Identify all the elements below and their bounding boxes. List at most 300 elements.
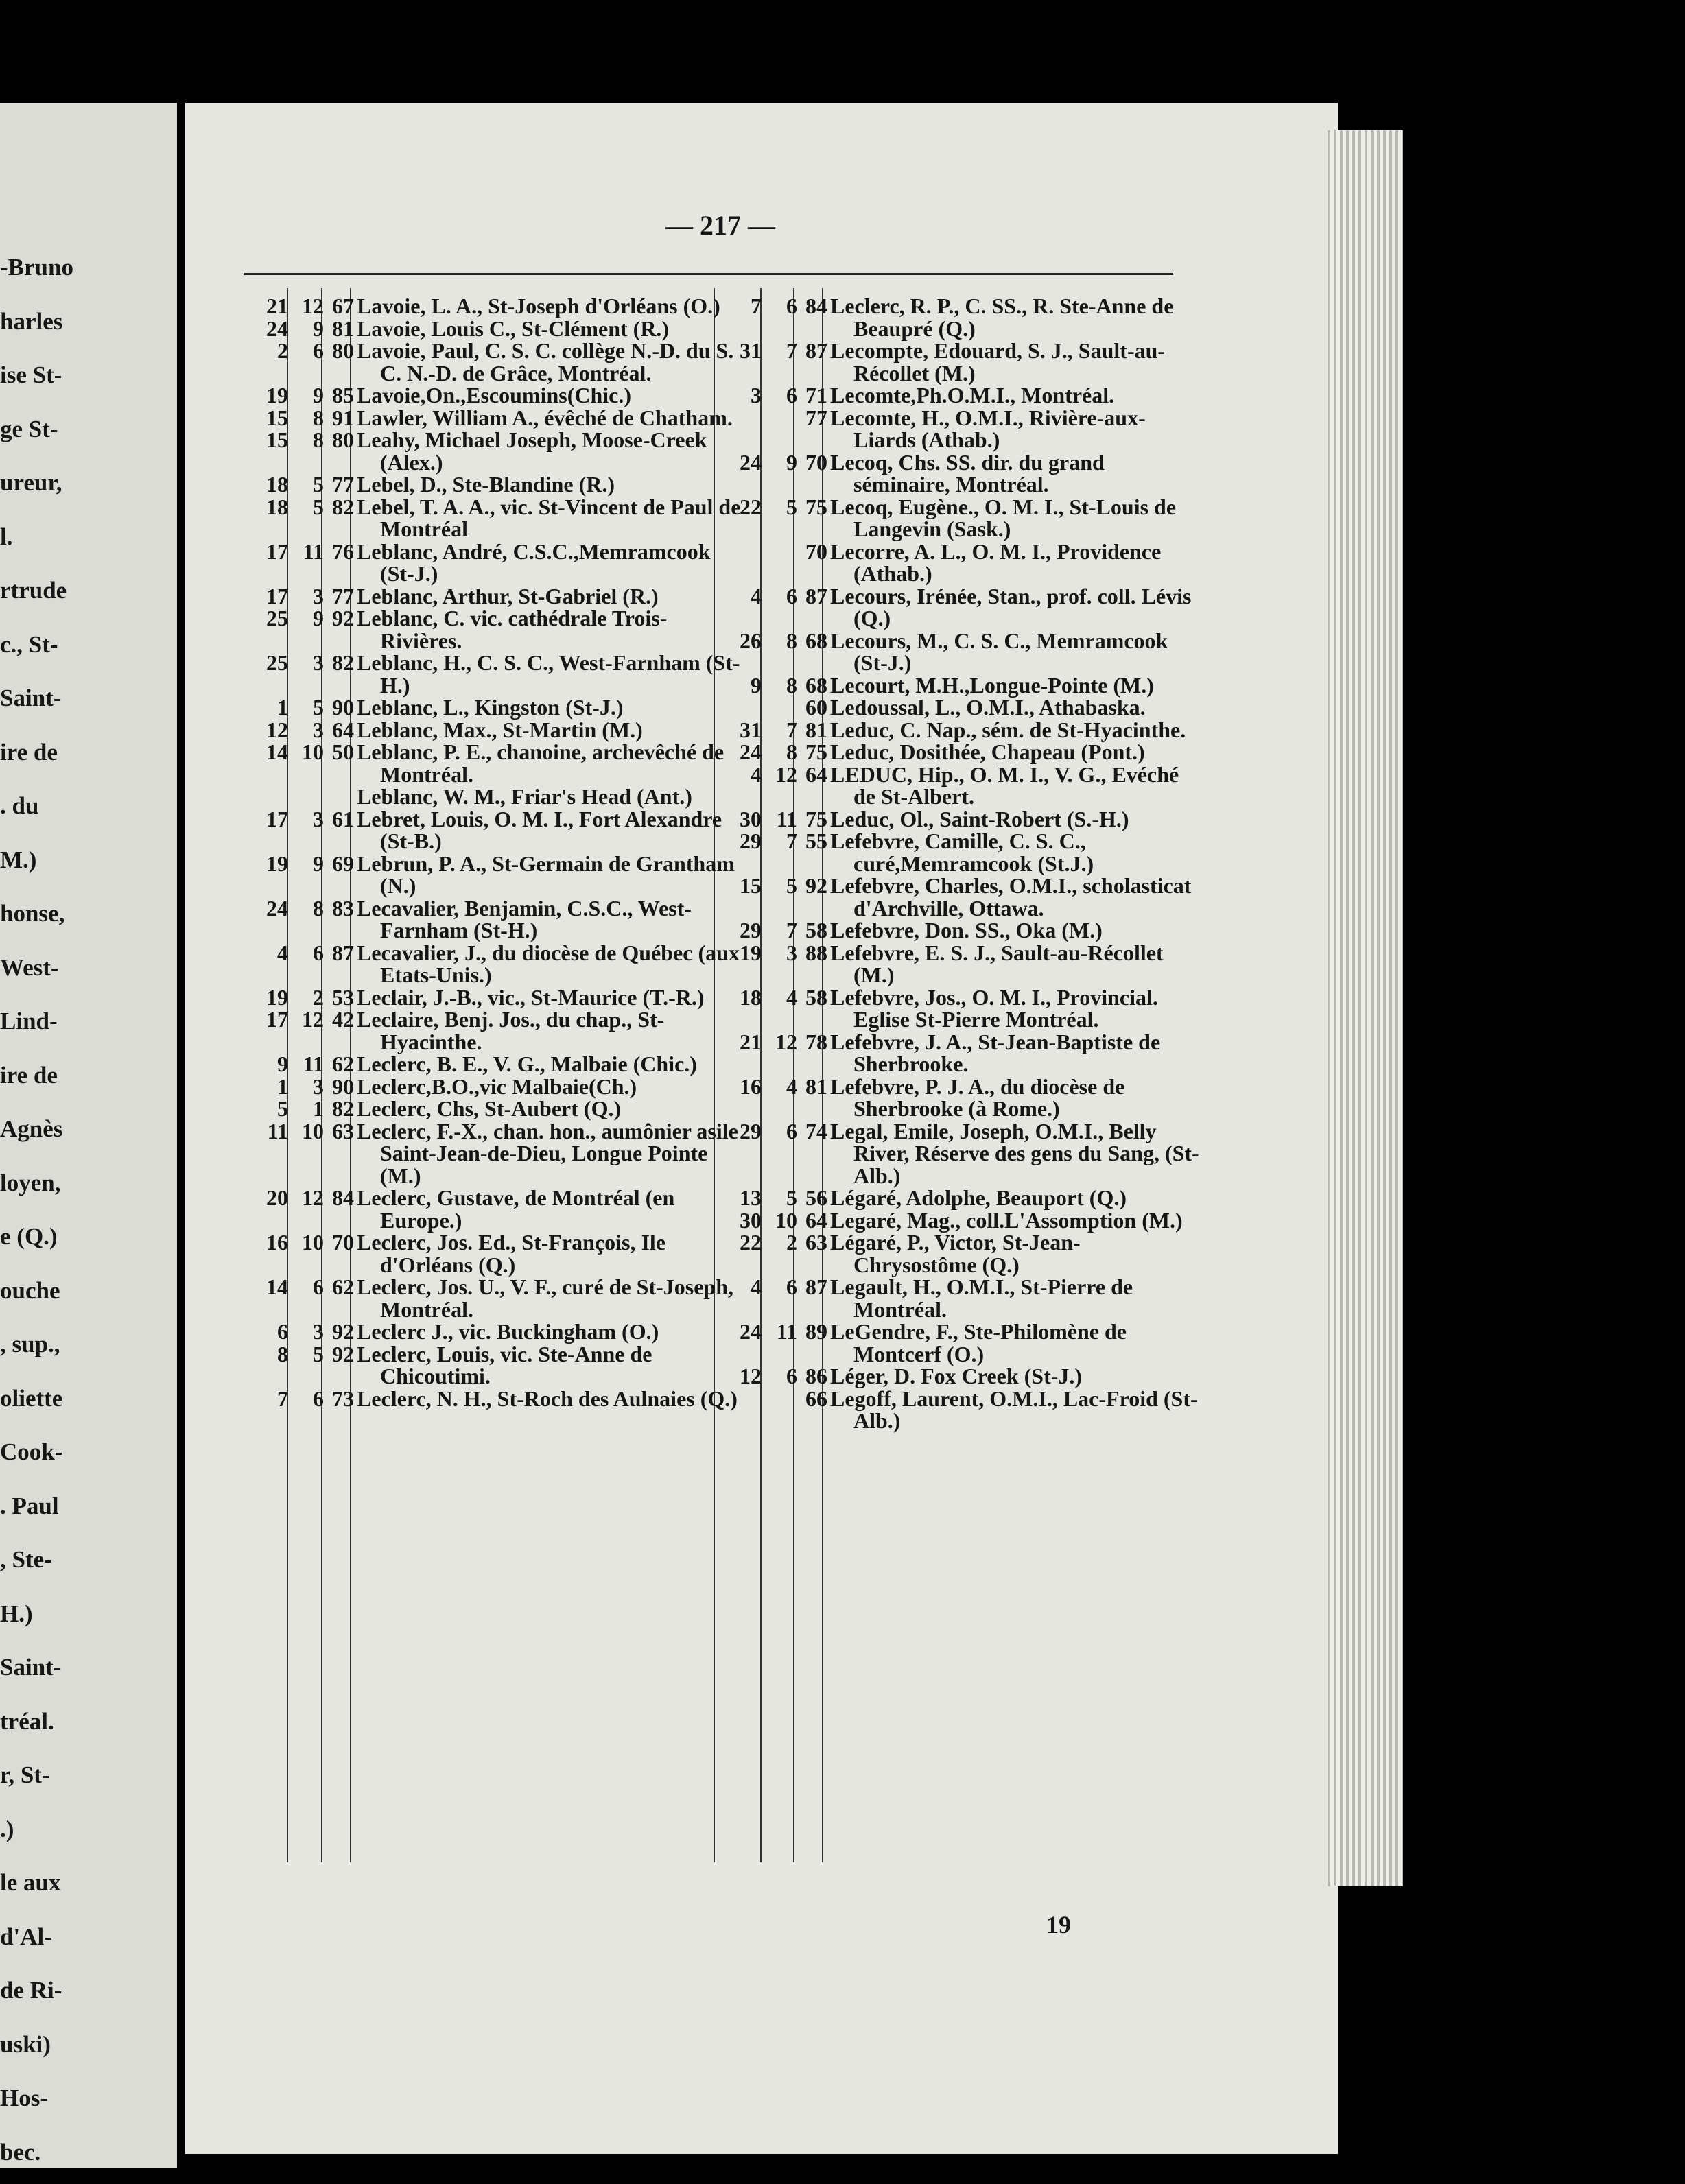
left-page-line: , sup., <box>0 1331 60 1357</box>
directory-entry <box>714 451 1194 496</box>
directory-entry <box>240 585 720 608</box>
entry-year: 81 <box>332 316 354 341</box>
directory-entry <box>714 538 1194 586</box>
entry-year: 80 <box>332 338 354 363</box>
entry-text: Lecours, M., C. S. C., Memramcook (St-J.) <box>830 628 1168 675</box>
page-header-number: — 217 — <box>665 210 775 241</box>
entry-year: 58 <box>805 984 827 1010</box>
entry-text: Lecoq, Eugène., O. M. I., St-Louis de Langevin (Sask.) <box>830 494 1177 541</box>
entry-month: 6 <box>313 1274 324 1299</box>
entry-text: Lecomte, H., O.M.I., Rivière-aux-Liards (Athab.) <box>830 405 1146 452</box>
entry-day: 1 <box>277 1073 288 1099</box>
entry-year: 82 <box>332 494 354 519</box>
entry-month: 11 <box>303 1052 324 1076</box>
entry-month: 5 <box>786 1185 797 1210</box>
left-page-line: bec. <box>0 2138 41 2165</box>
entry-year: 76 <box>332 538 354 564</box>
directory-entry <box>240 1386 738 1411</box>
entry-text: Lecours, Irénée, Stan., prof. coll. Lévis (Q.) <box>830 583 1192 630</box>
left-page-line: r, St- <box>0 1761 50 1788</box>
entry-year: 85 <box>332 383 354 407</box>
entry-month: 9 <box>313 851 324 876</box>
entry-year: 68 <box>805 628 827 653</box>
entry-day: 29 <box>740 918 762 942</box>
entry-day: 17 <box>266 583 288 608</box>
entry-month: 3 <box>313 1319 324 1344</box>
entry-day: 14 <box>266 1274 288 1299</box>
entry-year: 75 <box>805 739 827 764</box>
entry-day: 20 <box>266 1185 288 1210</box>
entry-day: 1 <box>277 695 288 720</box>
entry-day: 9 <box>751 672 762 698</box>
directory-entry <box>714 719 1194 741</box>
entry-month: 8 <box>313 427 324 452</box>
left-column <box>240 294 741 1411</box>
directory-entry <box>240 1008 720 1053</box>
left-page-line: honse, <box>0 900 65 927</box>
entry-month: 4 <box>786 984 797 1010</box>
left-page-line: ise St- <box>0 361 62 388</box>
entry-year: 84 <box>805 294 827 318</box>
entry-year: 42 <box>332 1007 354 1032</box>
entry-day: 17 <box>266 538 288 564</box>
entry-month: 5 <box>313 1341 324 1366</box>
entry-text: Lefebvre, Charles, O.M.I., scholasticat d'Archville, Ottawa. <box>830 873 1192 921</box>
directory-entry <box>714 875 1194 919</box>
directory-entry <box>240 1073 720 1099</box>
directory-entry <box>714 942 1194 986</box>
entry-year: 55 <box>805 829 827 853</box>
entry-year: 63 <box>805 1230 827 1255</box>
entry-text: Lefebvre, Camille, C. S. C., curé,Memramcook (St.J.) <box>830 829 1094 876</box>
entry-text: Leblanc, André, C.S.C.,Memramcook (St-J.) <box>357 538 711 586</box>
entry-text: Ledoussal, L., O.M.I., Athabaska. <box>830 695 1146 720</box>
left-page-line: ire de <box>0 1061 58 1089</box>
directory-entry <box>714 407 1194 451</box>
entry-year: 88 <box>805 940 827 965</box>
entry-text: Lefebvre, J. A., St-Jean-Baptiste de Sherbrooke. <box>830 1029 1161 1076</box>
entry-month: 8 <box>313 895 324 921</box>
entry-day: 14 <box>266 739 288 764</box>
directory-entry <box>714 585 1194 630</box>
entry-day: 12 <box>740 1364 762 1388</box>
entry-month: 11 <box>303 538 324 564</box>
entry-year: 53 <box>332 984 354 1010</box>
entry-text: Leduc, Ol., Saint-Robert (S.-H.) <box>830 806 1129 831</box>
entry-day: 16 <box>740 1073 762 1099</box>
left-page-line: M.) <box>0 846 37 873</box>
entry-year: 62 <box>332 1274 354 1299</box>
entry-month: 9 <box>313 383 324 407</box>
entry-day: 19 <box>266 984 288 1010</box>
entry-text: Leblanc, H., C. S. C., West-Farnham (St-H.) <box>357 650 740 698</box>
left-page-line: H.) <box>0 1600 33 1627</box>
entry-day: 30 <box>740 806 762 831</box>
directory-entry <box>714 1276 1194 1320</box>
directory-entry <box>714 808 1194 831</box>
entry-text: Légaré, P., Victor, St-Jean-Chrysostôme (Q.) <box>830 1230 1081 1277</box>
left-page-fragment <box>0 103 177 2168</box>
entry-text: Leduc, Dosithée, Chapeau (Pont.) <box>830 739 1145 764</box>
entry-year: 86 <box>805 1364 827 1388</box>
entry-text: Leclerc, Chs, St-Aubert (Q.) <box>357 1096 622 1121</box>
entry-year: 58 <box>805 918 827 942</box>
entry-day: 15 <box>266 427 288 452</box>
directory-entry <box>240 785 720 808</box>
entry-text: Leahy, Michael Joseph, Moose-Creek (Alex.) <box>357 427 707 475</box>
entry-day: 2 <box>277 338 288 363</box>
entry-day: 24 <box>740 739 762 764</box>
entry-month: 4 <box>786 1073 797 1099</box>
entry-text: Leblanc, Max., St-Martin (M.) <box>357 717 643 742</box>
entry-year: 87 <box>805 338 827 363</box>
directory-entry <box>240 607 720 652</box>
directory-entry <box>240 473 720 496</box>
entry-day: 19 <box>266 851 288 876</box>
directory-entry <box>714 340 1194 384</box>
entry-day: 11 <box>267 1118 288 1143</box>
directory-entry <box>240 318 720 340</box>
directory-entry <box>714 384 1194 407</box>
entry-text: Lawler, William A., évêché de Chatham. <box>357 405 733 430</box>
entry-day: 3 <box>751 383 762 407</box>
entry-day: 12 <box>266 717 288 742</box>
entry-day: 24 <box>266 316 288 341</box>
entry-year: 80 <box>332 427 354 452</box>
entry-year: 89 <box>805 1319 827 1344</box>
entry-text: Leblanc, P. E., chanoine, archevêché de Montréal. <box>357 739 724 787</box>
entry-year: 81 <box>805 717 827 742</box>
directory-entry <box>240 1231 720 1276</box>
directory-entry <box>240 897 720 942</box>
header-rule <box>244 273 1173 275</box>
entry-year: 77 <box>332 472 354 497</box>
directory-entry <box>240 650 740 698</box>
entry-month: 5 <box>786 873 797 898</box>
entry-day: 24 <box>266 895 288 921</box>
entry-day: 22 <box>740 494 762 519</box>
entry-year: 75 <box>805 494 827 519</box>
entry-text: LeGendre, F., Ste-Philomène de Montcerf (O.) <box>830 1319 1127 1366</box>
entry-day: 8 <box>277 1341 288 1366</box>
entry-month: 10 <box>775 1207 797 1233</box>
entry-year: 63 <box>332 1118 354 1143</box>
entry-year: 92 <box>332 606 354 630</box>
directory-entry <box>240 940 740 987</box>
entry-day: 18 <box>740 984 762 1010</box>
left-page-line: rtrude <box>0 577 67 604</box>
entry-year: 81 <box>805 1073 827 1099</box>
entry-text: Leclerc,B.O.,vic Malbaie(Ch.) <box>357 1073 637 1099</box>
page-edge <box>1328 130 1403 1886</box>
entry-day: 29 <box>740 1118 762 1143</box>
entry-month: 5 <box>313 472 324 497</box>
directory-entry <box>714 919 1194 942</box>
entry-text: Leclerc, Jos. Ed., St-François, Ile d'Orléans (Q.) <box>357 1230 666 1277</box>
entry-month: 7 <box>786 918 797 942</box>
directory-entry <box>240 384 720 407</box>
entry-year: 82 <box>332 1096 354 1121</box>
entry-month: 3 <box>313 583 324 608</box>
entry-text: Lecavalier, J., du diocèse de Québec (aux Etats-Unis.) <box>357 940 740 987</box>
entry-month: 8 <box>786 672 797 698</box>
left-page-line: de Ri- <box>0 1977 62 2004</box>
entry-day: 9 <box>277 1052 288 1076</box>
left-page-line: l. <box>0 523 13 550</box>
entry-year: 84 <box>332 1185 354 1210</box>
left-page-line: , Ste- <box>0 1546 52 1573</box>
entry-year: 70 <box>805 449 827 475</box>
entry-text: Leblanc, Arthur, St-Gabriel (R.) <box>357 583 659 608</box>
directory-entry <box>714 1209 1194 1232</box>
entry-month: 12 <box>302 294 324 318</box>
directory-entry <box>714 1365 1194 1388</box>
entry-text: Legault, H., O.M.I., St-Pierre de Montréal. <box>830 1274 1133 1322</box>
directory-entry <box>240 739 724 787</box>
entry-month: 3 <box>313 650 324 675</box>
entry-month: 12 <box>302 1185 324 1210</box>
entry-month: 2 <box>313 984 324 1010</box>
entry-text: Legoff, Laurent, O.M.I., Lac-Froid (St-Alb.) <box>830 1386 1198 1433</box>
entry-year: 71 <box>805 383 827 407</box>
entry-text: Lecomte,Ph.O.M.I., Montréal. <box>830 383 1115 407</box>
entry-month: 12 <box>775 1029 797 1054</box>
entry-year: 92 <box>332 1319 354 1344</box>
left-page-line: . Paul <box>0 1492 59 1519</box>
directory-entry <box>240 851 735 898</box>
left-page-line: West- <box>0 953 59 981</box>
left-page-line: ouche <box>0 1277 60 1304</box>
entry-month: 7 <box>786 338 797 363</box>
directory-entry <box>714 830 1194 875</box>
directory-entry <box>714 1320 1194 1365</box>
entry-year: 78 <box>805 1029 827 1054</box>
directory-entry <box>714 741 1194 763</box>
entry-year: 64 <box>805 1207 827 1233</box>
left-page-line: harles <box>0 307 63 335</box>
entry-day: 19 <box>740 940 762 965</box>
entry-day: 17 <box>266 806 288 831</box>
directory-entry <box>714 763 1194 808</box>
directory-entry <box>714 1231 1194 1276</box>
directory-entry <box>714 295 1194 340</box>
entry-day: 5 <box>277 1096 288 1121</box>
entry-year: 91 <box>332 405 354 430</box>
entry-day: 15 <box>266 405 288 430</box>
directory-entry <box>714 496 1194 541</box>
entry-day: 16 <box>266 1230 288 1255</box>
left-page-line: Lind- <box>0 1008 58 1034</box>
entry-month: 6 <box>786 583 797 608</box>
directory-entry <box>240 295 720 318</box>
entry-day: 4 <box>751 761 762 787</box>
entry-year: 60 <box>805 695 827 720</box>
entry-month: 3 <box>313 717 324 742</box>
entry-month: 6 <box>786 383 797 407</box>
left-page-line: . du <box>0 792 39 819</box>
entry-month: 3 <box>786 940 797 965</box>
entry-text: Lebel, D., Ste-Blandine (R.) <box>357 472 615 497</box>
entry-day: 29 <box>740 829 762 853</box>
entry-month: 6 <box>786 1364 797 1388</box>
entry-text: Leclerc, Louis, vic. Ste-Anne de Chicoutimi. <box>357 1341 652 1388</box>
entry-month: 3 <box>313 1073 324 1099</box>
entry-year: 69 <box>332 851 354 876</box>
directory-entry <box>240 1187 720 1231</box>
entry-text: LEDUC, Hip., O. M. I., V. G., Evéché de St-Albert. <box>830 761 1179 809</box>
directory-entry <box>240 696 720 719</box>
directory-entry <box>240 1320 720 1343</box>
directory-entry <box>240 986 720 1009</box>
left-page-line: .) <box>0 1815 14 1842</box>
entry-text: Lavoie, L. A., St-Joseph d'Orléans (O.) <box>357 294 720 318</box>
entry-month: 6 <box>786 294 797 318</box>
entry-month: 8 <box>786 628 797 653</box>
left-page-line: c., St- <box>0 630 58 658</box>
entry-day: 4 <box>277 940 288 965</box>
entry-text: Leblanc, W. M., Friar's Head (Ant.) <box>357 784 692 809</box>
entry-text: Lavoie, Paul, C. S. C. collège N.-D. du S. C. N.-D. de Grâce, Montréal. <box>357 338 734 385</box>
entry-year: 50 <box>332 739 354 764</box>
entry-month: 9 <box>786 449 797 475</box>
entry-text: Lavoie, Louis C., St-Clément (R.) <box>357 316 670 341</box>
entry-year: 77 <box>805 405 827 430</box>
directory-entry <box>240 808 720 853</box>
directory-entry <box>714 1073 1194 1121</box>
directory-entry <box>714 674 1194 697</box>
entry-year: 92 <box>332 1341 354 1366</box>
left-page-line: Agnès <box>0 1115 63 1142</box>
entry-text: Lefebvre, E. S. J., Sault-au-Récollet (M.) <box>830 940 1164 987</box>
directory-entry <box>240 1343 720 1388</box>
entry-year: 90 <box>332 1073 354 1099</box>
entry-text: Leclerc, B. E., V. G., Malbaie (Chic.) <box>357 1052 697 1076</box>
directory-entry <box>240 719 720 741</box>
entry-year: 87 <box>805 583 827 608</box>
entry-month: 8 <box>786 739 797 764</box>
entry-text: Lecourt, M.H.,Longue-Pointe (M.) <box>830 672 1154 698</box>
entry-year: 74 <box>805 1118 827 1143</box>
left-page-line: Hos- <box>0 2085 48 2111</box>
directory-entry <box>714 1031 1194 1076</box>
directory-entry <box>714 986 1194 1031</box>
entry-text: Leclerc, F.-X., chan. hon., aumônier asile Saint-Jean-de-Dieu, Longue Pointe (M.) <box>357 1118 738 1188</box>
entry-day: 31 <box>740 717 762 742</box>
entry-day: 25 <box>266 606 288 630</box>
entry-month: 1 <box>313 1096 324 1121</box>
entry-text: Legaré, Mag., coll.L'Assomption (M.) <box>830 1207 1183 1233</box>
entry-day: 17 <box>266 1007 288 1032</box>
left-page-line: oliette <box>0 1384 63 1412</box>
entry-month: 9 <box>313 316 324 341</box>
directory-entry <box>714 1187 1194 1209</box>
entry-day: 30 <box>740 1207 762 1233</box>
directory-entry <box>240 338 734 385</box>
right-column <box>714 294 1199 1433</box>
entry-month: 11 <box>776 806 797 831</box>
entry-text: Lefebvre, Don. SS., Oka (M.) <box>830 918 1103 942</box>
entry-text: Leclerc J., vic. Buckingham (O.) <box>357 1319 659 1344</box>
left-page-line: ire de <box>0 738 58 765</box>
entry-text: Leclerc, R. P., C. SS., R. Ste-Anne de Beaupré (Q.) <box>830 294 1174 341</box>
entry-text: Leclerc, N. H., St-Roch des Aulnaies (Q.) <box>357 1386 738 1411</box>
entry-text: Lefebvre, P. J. A., du diocèse de Sherbrooke (à Rome.) <box>830 1073 1125 1121</box>
entry-day: 19 <box>266 383 288 407</box>
entry-text: Lecorre, A. L., O. M. I., Providence (Athab.) <box>830 538 1162 586</box>
entry-day: 6 <box>277 1319 288 1344</box>
entry-month: 6 <box>786 1274 797 1299</box>
entry-day: 4 <box>751 1274 762 1299</box>
entry-year: 70 <box>805 538 827 564</box>
entry-day: 4 <box>751 583 762 608</box>
entry-day: 24 <box>740 449 762 475</box>
directory-entry <box>240 429 720 473</box>
entry-month: 5 <box>313 494 324 519</box>
entry-month: 5 <box>786 494 797 519</box>
entry-month: 7 <box>786 717 797 742</box>
directory-entry <box>240 1118 738 1188</box>
entry-day: 7 <box>277 1386 288 1411</box>
entry-month: 2 <box>786 1230 797 1255</box>
entry-year: 64 <box>805 761 827 787</box>
entry-day: 7 <box>751 294 762 318</box>
entry-year: 87 <box>805 1274 827 1299</box>
entry-text: Lecavalier, Benjamin, C.S.C., West-Farnham (St-H.) <box>357 895 692 942</box>
entry-year: 73 <box>332 1386 354 1411</box>
entry-text: Lebel, T. A. A., vic. St-Vincent de Paul de Montréal <box>357 494 741 541</box>
entry-year: 70 <box>332 1230 354 1255</box>
entry-month: 10 <box>302 1230 324 1255</box>
entry-text: Leclaire, Benj. Jos., du chap., St-Hyacinthe. <box>357 1007 665 1054</box>
entry-day: 21 <box>740 1029 762 1054</box>
entry-text: Lefebvre, Jos., O. M. I., Provincial. Eglise St-Pierre Montréal. <box>830 984 1158 1032</box>
entry-month: 6 <box>313 1386 324 1411</box>
entry-year: 66 <box>805 1386 827 1411</box>
entry-day: 15 <box>740 873 762 898</box>
entry-text: Lavoie,On.,Escoumins(Chic.) <box>357 383 632 407</box>
entry-text: Leclerc, Gustave, de Montréal (en Europe.) <box>357 1185 675 1233</box>
left-page-line: -Bruno <box>0 254 73 281</box>
entry-year: 68 <box>805 672 827 698</box>
entry-text: Lecoq, Chs. SS. dir. du grand séminaire, Montréal. <box>830 449 1105 497</box>
directory-entry <box>240 1274 734 1322</box>
left-page-line: Cook- <box>0 1438 63 1465</box>
entry-year: 87 <box>332 940 354 965</box>
entry-day: 21 <box>266 294 288 318</box>
directory-entry <box>240 1097 720 1120</box>
entry-year: 61 <box>332 806 354 831</box>
entry-month: 5 <box>313 695 324 720</box>
entry-day: 13 <box>740 1185 762 1210</box>
directory-entry <box>714 1118 1199 1188</box>
entry-day: 18 <box>266 494 288 519</box>
entry-month: 7 <box>786 829 797 853</box>
entry-text: Lebret, Louis, O. M. I., Fort Alexandre (St-B.) <box>357 806 722 853</box>
left-page-line: tréal. <box>0 1707 54 1735</box>
entry-text: Lecompte, Edouard, S. J., Sault-au-Récollet (M.) <box>830 338 1166 385</box>
entry-text: Leblanc, L., Kingston (St-J.) <box>357 695 624 720</box>
left-page-line: ureur, <box>0 469 62 496</box>
entry-text: Leduc, C. Nap., sém. de St-Hyacinthe. <box>830 717 1186 742</box>
entry-month: 10 <box>302 739 324 764</box>
entry-year: 92 <box>805 873 827 898</box>
entry-text: Légaré, Adolphe, Beauport (Q.) <box>830 1185 1127 1210</box>
left-page-line: Saint- <box>0 685 62 711</box>
entry-text: Leblanc, C. vic. cathédrale Trois-Rivières. <box>357 606 668 653</box>
entry-year: 56 <box>805 1185 827 1210</box>
left-page-line: ge St- <box>0 415 58 442</box>
entry-month: 6 <box>313 940 324 965</box>
